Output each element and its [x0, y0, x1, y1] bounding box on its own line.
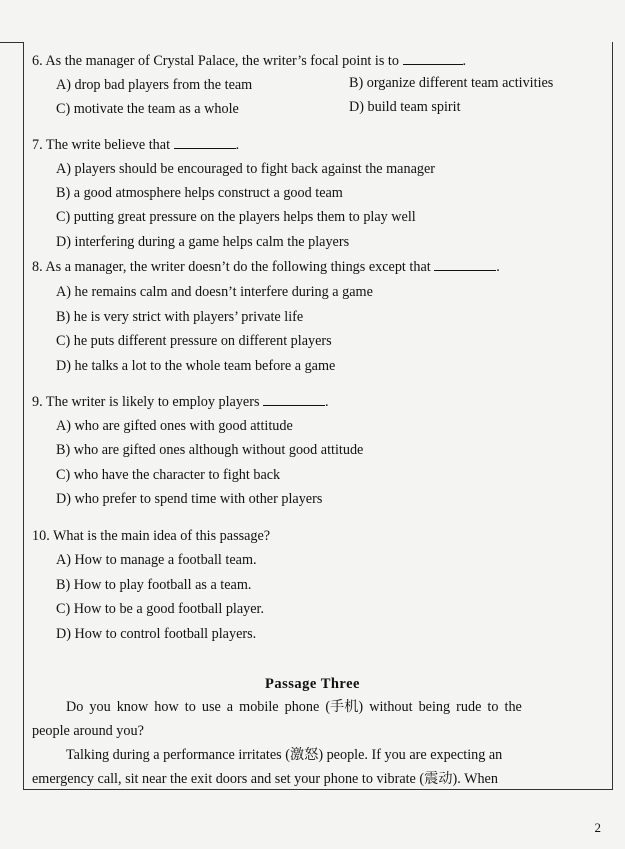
question-6-option-b: B) organize different team activities [349, 75, 554, 91]
question-7-option-c: C) putting great pressure on the players helps them to play well [56, 209, 416, 225]
question-10-stem: 10. What is the main idea of this passage? [32, 528, 271, 544]
question-6-option-d: D) build team spirit [349, 99, 461, 115]
passage-line-3: Talking during a performance irritates (激怒) people. If you are expecting an [66, 747, 503, 763]
question-6-option-c: C) motivate the team as a whole [56, 101, 239, 117]
question-8-stem: 8. As a manager, the writer doesn’t do the following things except that . [32, 259, 500, 275]
passage-line-2: people around you? [32, 723, 144, 739]
question-9-stem: 9. The writer is likely to employ players . [32, 394, 329, 410]
page-number: 2 [594, 820, 601, 835]
question-9-option-c: C) who have the character to fight back [56, 467, 281, 483]
question-7-option-b: B) a good atmosphere helps construct a good team [56, 185, 343, 201]
question-10-option-a: A) How to manage a football team. [56, 552, 257, 568]
passage-line-4: emergency call, sit near the exit doors and set your phone to vibrate (震动). When [32, 771, 498, 787]
question-8-option-b: B) he is very strict with players’ private life [56, 309, 304, 325]
question-8-option-c: C) he puts different pressure on different players [56, 333, 332, 349]
question-10-option-c: C) How to be a good football player. [56, 601, 265, 617]
question-10-option-d: D) How to control football players. [56, 626, 257, 642]
question-9-option-b: B) who are gifted ones although without good attitude [56, 442, 364, 458]
question-8-option-d: D) he talks a lot to the whole team before a game [56, 358, 336, 374]
question-8-option-a: A) he remains calm and doesn’t interfere during a game [56, 284, 373, 300]
question-7-option-a: A) players should be encouraged to fight back against the manager [56, 161, 435, 177]
question-9-option-a: A) who are gifted ones with good attitude [56, 418, 293, 434]
passage-title: Passage Three [265, 676, 360, 692]
question-6-option-a: A) drop bad players from the team [56, 77, 253, 93]
header-rule [0, 0, 23, 43]
question-6-stem: 6. As the manager of Crystal Palace, the writer’s focal point is to . [32, 53, 467, 69]
question-7-stem: 7. The write believe that . [32, 137, 240, 153]
question-7-option-d: D) interfering during a game helps calm the players [56, 234, 350, 250]
question-10-option-b: B) How to play football as a team. [56, 577, 252, 593]
question-9-option-d: D) who prefer to spend time with other players [56, 491, 323, 507]
passage-line-1: Do you know how to use a mobile phone (手机) without being rude to the [66, 699, 522, 715]
